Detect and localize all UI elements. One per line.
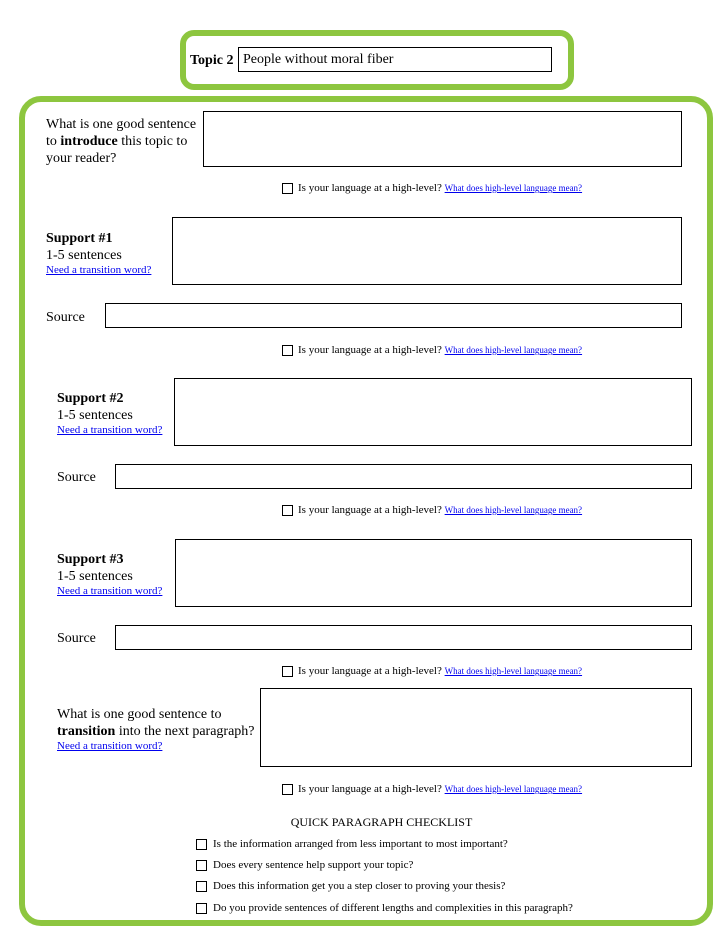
high-level-question: Is your language at a high-level? <box>298 783 442 795</box>
high-level-link[interactable]: What does high-level language mean? <box>444 666 583 676</box>
support-1-source-input[interactable] <box>105 303 682 328</box>
high-level-checkbox[interactable] <box>282 183 293 194</box>
checklist-item-3 <box>196 880 505 892</box>
support-2-sub: 1-5 sentences <box>57 408 133 423</box>
support-2-textarea[interactable] <box>174 378 692 446</box>
high-level-question: Is your language at a high-level? <box>298 182 442 194</box>
support-3-sub: 1-5 sentences <box>57 569 133 584</box>
support-2-transition-link[interactable]: Need a transition word? <box>57 424 163 436</box>
support-1-transition-link[interactable]: Need a transition word? <box>46 264 152 276</box>
support-1-title: Support #1 <box>46 231 113 246</box>
high-level-check-2 <box>282 344 582 356</box>
checklist-checkbox[interactable] <box>196 881 207 892</box>
checklist-item-2 <box>196 859 413 871</box>
checklist-checkbox[interactable] <box>196 839 207 850</box>
checklist-title: QUICK PARAGRAPH CHECKLIST <box>290 815 473 829</box>
high-level-link[interactable]: What does high-level language mean? <box>444 784 583 794</box>
checklist-item-1 <box>196 838 508 850</box>
transition-question: What is one good sentence to transition into the next paragraph? <box>57 707 255 739</box>
checklist-text: Does every sentence help support your topic? <box>213 859 414 871</box>
high-level-question: Is your language at a high-level? <box>298 344 442 356</box>
high-level-check-5 <box>282 783 582 795</box>
checklist-text: Do you provide sentences of different lengths and complexities in this paragraph? <box>213 902 573 914</box>
support-2-source-label: Source <box>57 470 96 485</box>
high-level-question: Is your language at a high-level? <box>298 504 442 516</box>
checklist-text: Is the information arranged from less important to most important? <box>213 838 508 850</box>
intro-textarea[interactable] <box>203 111 682 167</box>
topic-label: Topic 2 <box>190 53 234 68</box>
support-3-source-label: Source <box>57 631 96 646</box>
support-3-transition-link[interactable]: Need a transition word? <box>57 585 163 597</box>
checklist-item-4 <box>196 902 573 914</box>
transition-textarea[interactable] <box>260 688 692 767</box>
support-1-source-label: Source <box>46 310 85 325</box>
support-3-title: Support #3 <box>57 552 124 567</box>
transition-link[interactable]: Need a transition word? <box>57 740 163 752</box>
checklist-text: Does this information get you a step closer to proving your thesis? <box>213 880 506 892</box>
checklist-checkbox[interactable] <box>196 860 207 871</box>
high-level-checkbox[interactable] <box>282 784 293 795</box>
intro-question: What is one good sentence to introduce this topic to your reader? <box>46 117 197 166</box>
high-level-question: Is your language at a high-level? <box>298 665 442 677</box>
high-level-link[interactable]: What does high-level language mean? <box>444 505 583 515</box>
high-level-link[interactable]: What does high-level language mean? <box>444 345 583 355</box>
high-level-checkbox[interactable] <box>282 505 293 516</box>
high-level-checkbox[interactable] <box>282 345 293 356</box>
support-1-textarea[interactable] <box>172 217 682 285</box>
topic-input[interactable]: People without moral fiber <box>238 47 552 72</box>
checklist-checkbox[interactable] <box>196 903 207 914</box>
support-2-source-input[interactable] <box>115 464 692 489</box>
high-level-check-4 <box>282 665 582 677</box>
high-level-check-3 <box>282 504 582 516</box>
high-level-check-1 <box>282 182 582 194</box>
support-3-source-input[interactable] <box>115 625 692 650</box>
support-1-sub: 1-5 sentences <box>46 248 122 263</box>
support-2-title: Support #2 <box>57 391 124 406</box>
high-level-checkbox[interactable] <box>282 666 293 677</box>
high-level-link[interactable]: What does high-level language mean? <box>444 183 583 193</box>
support-3-textarea[interactable] <box>175 539 692 607</box>
